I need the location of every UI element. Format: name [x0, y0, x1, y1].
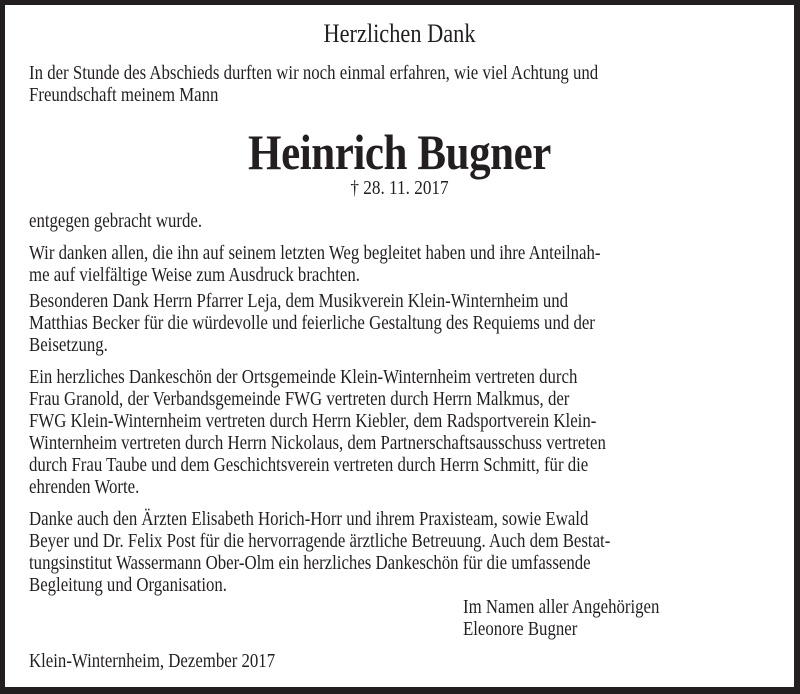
thanks-all-line: me auf vielfältige Weise zum Ausdruck brachten. — [29, 264, 360, 286]
special-thanks-line: Besonderen Dank Herrn Pfarrer Leja, dem Musikverein Klein-Winternheim und — [29, 290, 569, 312]
intro-line: In der Stunde des Abschieds durften wir noch einmal erfahren, wie viel Achtung und — [29, 62, 599, 84]
doctors-line: Beyer und Dr. Felix Post für die hervorragende ärztliche Betreuung. Auch dem Bestat- — [29, 530, 611, 552]
intro-line: Freundschaft meinem Mann — [29, 84, 219, 106]
intro-continuation: entgegen gebracht wurde. — [29, 210, 203, 232]
community-line: ehrenden Worte. — [29, 476, 140, 498]
doctors-line: Begleitung und Organisation. — [29, 574, 228, 596]
doctors-line: tungsinstitut Wassermann Ober-Olm ein herzliches Dankeschön für die umfassende — [29, 552, 591, 574]
notice-title: Herzlichen Dank — [323, 19, 476, 48]
signature-name: Eleonore Bugner — [463, 618, 578, 640]
doctors-line: Danke auch den Ärzten Elisabeth Horich-Horr und ihrem Praxisteam, sowie Ewald — [29, 508, 589, 530]
community-line: durch Frau Taube und dem Geschichtsverein vertreten durch Herrn Schmitt, für die — [29, 454, 589, 476]
community-line: Frau Granold, der Verbandsgemeinde FWG vertreten durch Herrn Malkmus, der — [29, 388, 570, 410]
special-thanks-line: Beisetzung. — [29, 334, 108, 356]
community-line: FWG Klein-Winternheim vertreten durch Herrn Kiebler, dem Radsportverein Klein- — [29, 410, 597, 432]
community-line: Ein herzliches Dankeschön der Ortsgemeinde Klein-Winternheim vertreten durch — [29, 366, 578, 388]
place-date: Klein-Winternheim, Dezember 2017 — [29, 650, 276, 672]
thanks-all-line: Wir danken allen, die ihn auf seinem letzten Weg begleitet haben und ihre Anteilnah- — [29, 242, 601, 264]
deceased-name: Heinrich Bugner — [248, 124, 551, 180]
community-line: Winternheim vertreten durch Herrn Nickolaus, dem Partnerschaftsausschuss vertreten — [29, 432, 606, 454]
signature-line: Im Namen aller Angehörigen — [463, 596, 660, 618]
special-thanks-line: Matthias Becker für die würdevolle und feierliche Gestaltung des Requiems und der — [29, 312, 595, 334]
obituary-thank-you-notice — [5, 5, 794, 687]
death-date: † 28. 11. 2017 — [350, 177, 449, 199]
